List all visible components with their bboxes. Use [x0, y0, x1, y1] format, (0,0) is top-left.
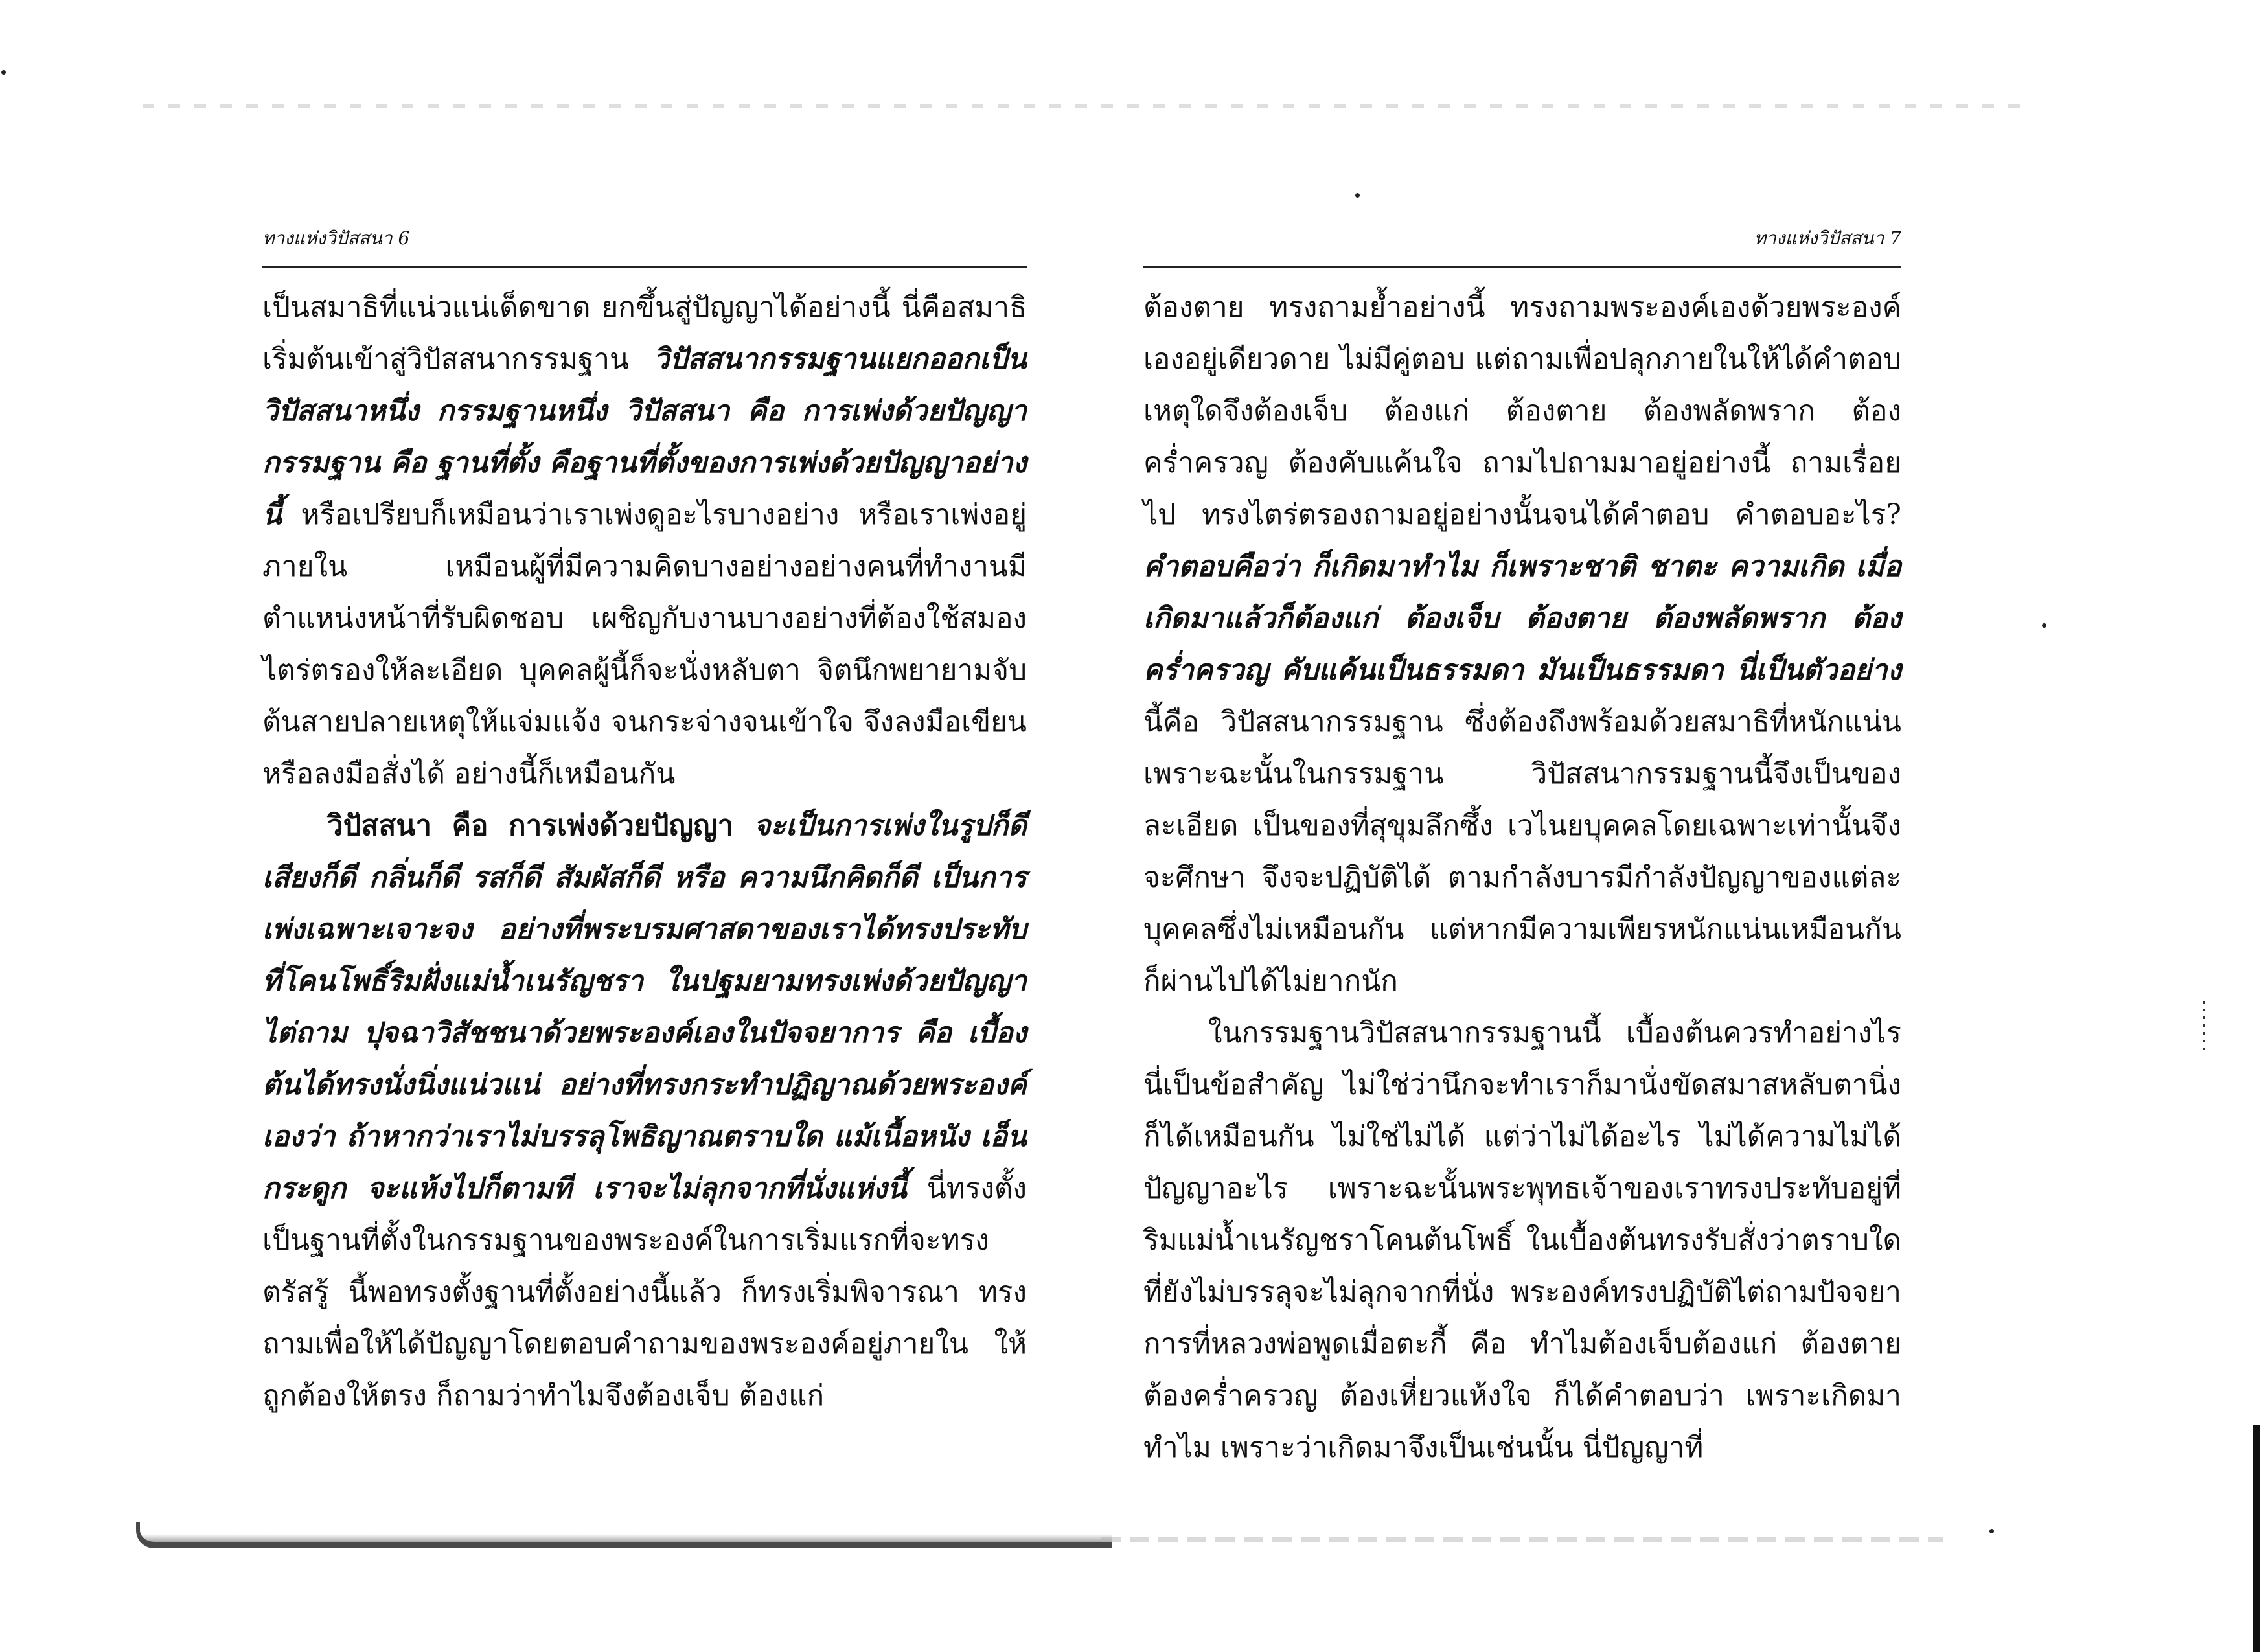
scan-speck — [1, 70, 6, 75]
paragraph — [1143, 282, 1901, 1007]
text-run: ในกรรมฐานวิปัสสนากรรมฐานนี้ เบื้องต้นควรทำอย่างไรนี่เป็นข้อสำคัญ ไม่ใช่ว่านึกจะทำเราก็มานั่งขัดสมาสหลับตานิ่ง ก็ได้เหมือนกัน ไม่ใช่ไม่ได้ แต่ว่าไม่ได้อะไร ไม่ได้ความไม่ได้ปัญญาอะไร เพราะฉะนั้นพระพุทธเจ้าของเราทรงประทับอยู่ที่ริมแม่น้ำเนรัญชราโคนต้นโพธิ์ ในเบื้องต้นทรงรับสั่งว่าตราบใดที่ยังไม่บรรลุจะไม่ลุกจากที่นั่ง พระองค์ทรงปฏิบัติไต่ถามปัจจยาการที่หลวงพ่อพูดเมื่อตะกี้ คือ ทำไมต้องเจ็บต้องแก่ ต้องตาย ต้องคร่ำครวญ ต้องเหี่ยวแห้งใจ ก็ได้คำตอบว่า เพราะเกิดมาทำไม เพราะว่าเกิดมาจึงเป็นเช่นนั้น นี่ปัญญาที่ — [1143, 1016, 1901, 1464]
left-page-header — [262, 214, 1027, 268]
right-page — [1143, 214, 1901, 1474]
paragraph — [262, 800, 1027, 1422]
text-run: คำตอบคือว่า ก็เกิดมาทำไม ก็เพราะชาติ ชาตะ ความเกิด เมื่อเกิดมาแล้วก็ต้องแก่ ต้องเจ็บ ต้องตาย ต้องพลัดพราก ต้องคร่ำครวญ คับแค้นเป็นธรรมดา มันเป็นธรรมดา นี่เป็นตัวอย่าง — [1143, 550, 1901, 687]
text-run: เป็นสมาธิที่แน่วแน่เด็ดขาด ยกขึ้นสู่ปัญญาได้อย่างนี้ นี่คือสมาธิเริ่มต้นเข้าสู่วิปัสสนากรรมฐาน — [262, 291, 1027, 376]
text-run: หรือเปรียบก็เหมือนว่าเราเพ่งดูอะไรบางอย่าง หรือเราเพ่งอยู่ภายใน เหมือนผู้ที่มีความคิดบางอย่างอย่างคนที่ทำงานมีตำแหน่งหน้าที่รับผิดชอบ เผชิญกับงานบางอย่างที่ต้องใช้สมองไตร่ตรองให้ละเอียด บุคคลผู้นี้ก็จะนั่งหลับตา จิตนึกพยายามจับต้นสายปลายเหตุให้แจ่มแจ้ง จนกระจ่างจนเข้าใจ จึงลงมือเขียนหรือลงมือสั่งได้ อย่างนี้ก็เหมือนกัน — [262, 498, 1027, 790]
text-run: วิปัสสนา คือ การเพ่งด้วยปัญญา — [327, 809, 734, 842]
scan-speck — [2042, 623, 2046, 628]
scan-speck — [1355, 193, 1360, 198]
text-run: วิปัสสนากรรมฐานแยกออกเป็น วิปัสสนาหนึ่ง กรรมฐานหนึ่ง วิปัสสนา คือ การเพ่งด้วยปัญญา กรรมฐาน คือ ฐานที่ตั้ง คือฐานที่ตั้งของการเพ่งด้วยปัญญาอย่างนี้ — [262, 343, 1027, 531]
text-run: นี่ทรงตั้งเป็นฐานที่ตั้งในกรรมฐานของพระองค์ในการเริ่มแรกที่จะทรงตรัสรู้ นี้พอทรงตั้งฐานที่ตั้งอย่างนี้แล้ว ก็ทรงเริ่มพิจารณา ทรงถามเพื่อให้ได้ปัญญาโดยตอบคำถามของพระองค์อยู่ภายใน ให้ถูกต้องให้ตรง ก็ถามว่าทำไมจึงต้องเจ็บ ต้องแก่ — [262, 1172, 1027, 1412]
right-page-body — [1143, 282, 1901, 1474]
text-run: จะเป็นการเพ่งในรูปก็ดี เสียงก็ดี กลิ่นก็ดี รสก็ดี สัมผัสก็ดี หรือ ความนึกคิดก็ดี เป็นการเพ่งเฉพาะเจาะจง อย่างที่พระบรมศาสดาของเราได้ทรงประทับที่โคนโพธิ์ริมฝั่งแม่น้ำเนรัญชรา ในปฐมยามทรงเพ่งด้วยปัญญา ไต่ถาม ปุจฉาวิสัชชนาด้วยพระองค์เองในปัจจยาการ คือ เบื้องต้นได้ทรงนั่งนิ่งแน่วแน่ อย่างที่ทรงกระทำปฏิญาณด้วยพระองค์เองว่า ถ้าหากว่าเราไม่บรรลุโพธิญาณตราบใด แม้เนื้อหนัง เอ็น กระดูก จะแห้งไปก็ตามที เราจะไม่ลุกจากที่นั่งแห่งนี้ — [262, 809, 1027, 1205]
right-running-head: ทางแห่งวิปัสสนา 7 — [1754, 227, 1901, 249]
left-running-head: ทางแห่งวิปัสสนา 6 — [262, 227, 410, 249]
paragraph — [262, 282, 1027, 800]
scan-dotted-mark — [2203, 1001, 2205, 1053]
left-page — [262, 214, 1027, 1422]
text-run: ต้องตาย ทรงถามย้ำอย่างนี้ ทรงถามพระองค์เองด้วยพระองค์เองอยู่เดียวดาย ไม่มีคู่ตอบ แต่ถามเพื่อปลุกภายในให้ได้คำตอบเหตุใดจึงต้องเจ็บ ต้องแก่ ต้องตาย ต้องพลัดพราก ต้องคร่ำครวญ ต้องคับแค้นใจ ถามไปถามมาอยู่อย่างนี้ ถามเรื่อยไป ทรงไตร่ตรองถามอยู่อย่างนั้นจนได้คำตอบ คำตอบอะไร? — [1143, 291, 1901, 531]
scan-speck — [1989, 1529, 1994, 1533]
left-page-body — [262, 282, 1027, 1422]
scan-edge-mark — [2253, 1425, 2260, 1652]
scan-bottom-noise — [1101, 1537, 1943, 1542]
scan-top-noise — [143, 104, 2021, 108]
book-spine-shadow — [136, 1522, 1112, 1548]
text-run: นี้คือ วิปัสสนากรรมฐาน ซึ่งต้องถึงพร้อมด้วยสมาธิที่หนักแน่นเพราะฉะนั้นในกรรมฐาน วิปัสสนากรรมฐานนี้จึงเป็นของละเอียด เป็นของที่สุขุมลึกซึ้ง เวไนยบุคคลโดยเฉพาะเท่านั้นจึงจะศึกษา จึงจะปฏิบัติได้ ตามกำลังบารมีกำลังปัญญาของแต่ละบุคคลซึ่งไม่เหมือนกัน แต่หากมีความเพียรหนักแน่นเหมือนกัน ก็ผ่านไปได้ไม่ยากนัก — [1143, 706, 1901, 998]
paragraph — [1143, 1007, 1901, 1474]
right-page-header — [1143, 214, 1901, 268]
